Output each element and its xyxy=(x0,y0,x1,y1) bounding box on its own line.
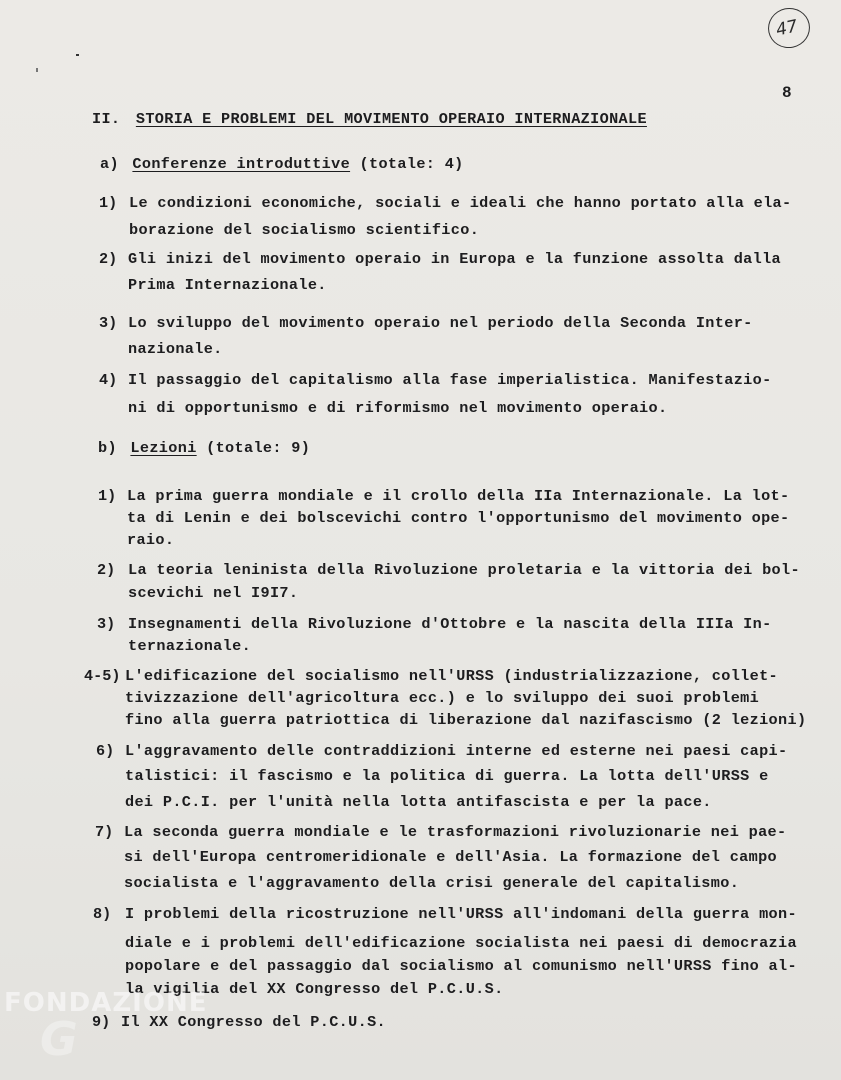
archive-number: 47 xyxy=(774,16,800,41)
item-number: 8) xyxy=(93,905,112,923)
item-text-line: Il XX Congresso del P.C.U.S. xyxy=(121,1013,386,1031)
ink-speck xyxy=(36,68,38,72)
item-text-line: L'edificazione del socialismo nell'URSS (industrializzazione, collet- xyxy=(125,667,779,685)
archive-number-circle xyxy=(764,4,813,52)
item-text-line: tivizzazione dell'agricoltura ecc.) e lo sviluppo dei suoi problemi xyxy=(125,689,760,707)
item-number: 7) xyxy=(95,823,114,841)
item-number: 1) xyxy=(99,194,118,212)
item-text-line: talistici: il fascismo e la politica di guerra. La lotta dell'URSS e xyxy=(125,767,769,785)
part-title: Conferenze introduttive xyxy=(132,155,351,173)
item-text-line: socialista e l'aggravamento della crisi generale del capitalismo. xyxy=(124,874,740,892)
item-text-line: Lo sviluppo del movimento operaio nel periodo della Seconda Inter- xyxy=(128,314,753,332)
item-text-line: La prima guerra mondiale e il crollo della IIa Internazionale. La lot- xyxy=(127,487,790,505)
watermark-logo: FONDAZIONE xyxy=(4,988,208,1018)
item-text-line: Il passaggio del capitalismo alla fase imperialistica. Manifestazio- xyxy=(128,371,772,389)
item-number: 4-5) xyxy=(84,667,121,685)
item-text-line: popolare e del passaggio dal socialismo al comunismo nell'URSS fino al- xyxy=(125,957,797,975)
item-text-line: ni di opportunismo e di riformismo nel movimento operaio. xyxy=(128,399,668,417)
item-number: 4) xyxy=(99,371,118,389)
item-text-line: L'aggravamento delle contraddizioni interne ed esterne nei paesi capi- xyxy=(125,742,788,760)
item-text-line: si dell'Europa centromeridionale e dell'Asia. La formazione del campo xyxy=(124,848,778,866)
item-text-line: ternazionale. xyxy=(128,637,252,655)
part-marker: b) xyxy=(98,439,117,457)
item-number: 9) xyxy=(92,1013,111,1031)
page-number: 8 xyxy=(782,84,792,102)
item-text-line: La seconda guerra mondiale e le trasformazioni rivoluzionarie nei pae- xyxy=(124,823,787,841)
item-text-line: Insegnamenti della Rivoluzione d'Ottobre e la nascita della IIIa In- xyxy=(128,615,772,633)
item-text-line: borazione del socialismo scientifico. xyxy=(129,221,480,239)
item-text-line: I problemi della ricostruzione nell'URSS all'indomani della guerra mon- xyxy=(125,905,797,923)
section-title: STORIA E PROBLEMI DEL MOVIMENTO OPERAIO INTERNAZIONALE xyxy=(135,110,647,128)
part-total: (totale: 9) xyxy=(196,439,311,457)
item-number: 3) xyxy=(97,615,116,633)
item-text-line: nazionale. xyxy=(128,340,223,358)
item-number: 1) xyxy=(98,487,117,505)
ink-speck xyxy=(76,54,79,56)
part-b-heading xyxy=(98,439,310,457)
item-number: 2) xyxy=(99,250,118,268)
part-total: (totale: 4) xyxy=(350,155,464,173)
section-heading xyxy=(92,110,647,128)
watermark-logo: G xyxy=(40,1012,78,1066)
part-title: Lezioni xyxy=(130,439,197,457)
item-number: 2) xyxy=(97,561,116,579)
item-text-line: scevichi nel I9I7. xyxy=(128,584,299,602)
item-text-line: Prima Internazionale. xyxy=(128,276,327,294)
item-text-line: Gli inizi del movimento operaio in Europa e la funzione assolta dalla xyxy=(128,250,782,268)
item-text-line: La teoria leninista della Rivoluzione proletaria e la vittoria dei bol- xyxy=(128,561,800,579)
item-text-line: raio. xyxy=(127,531,175,549)
item-text-line: fino alla guerra patriottica di liberazione dal nazifascismo (2 lezioni) xyxy=(125,711,807,729)
item-text-line: diale e i problemi dell'edificazione socialista nei paesi di democrazia xyxy=(125,934,797,952)
part-a-heading xyxy=(100,155,464,173)
item-number: 6) xyxy=(96,742,115,760)
item-number: 3) xyxy=(99,314,118,332)
item-text-line: ta di Lenin e dei bolscevichi contro l'opportunismo del movimento ope- xyxy=(127,509,790,527)
part-marker: a) xyxy=(100,155,119,173)
item-text-line: dei P.C.I. per l'unità nella lotta antifascista e per la pace. xyxy=(125,793,712,811)
item-text-line: Le condizioni economiche, sociali e ideali che hanno portato alla ela- xyxy=(129,194,792,212)
item-text-line: la vigilia del XX Congresso del P.C.U.S. xyxy=(125,980,504,998)
section-number: II. xyxy=(92,110,121,128)
